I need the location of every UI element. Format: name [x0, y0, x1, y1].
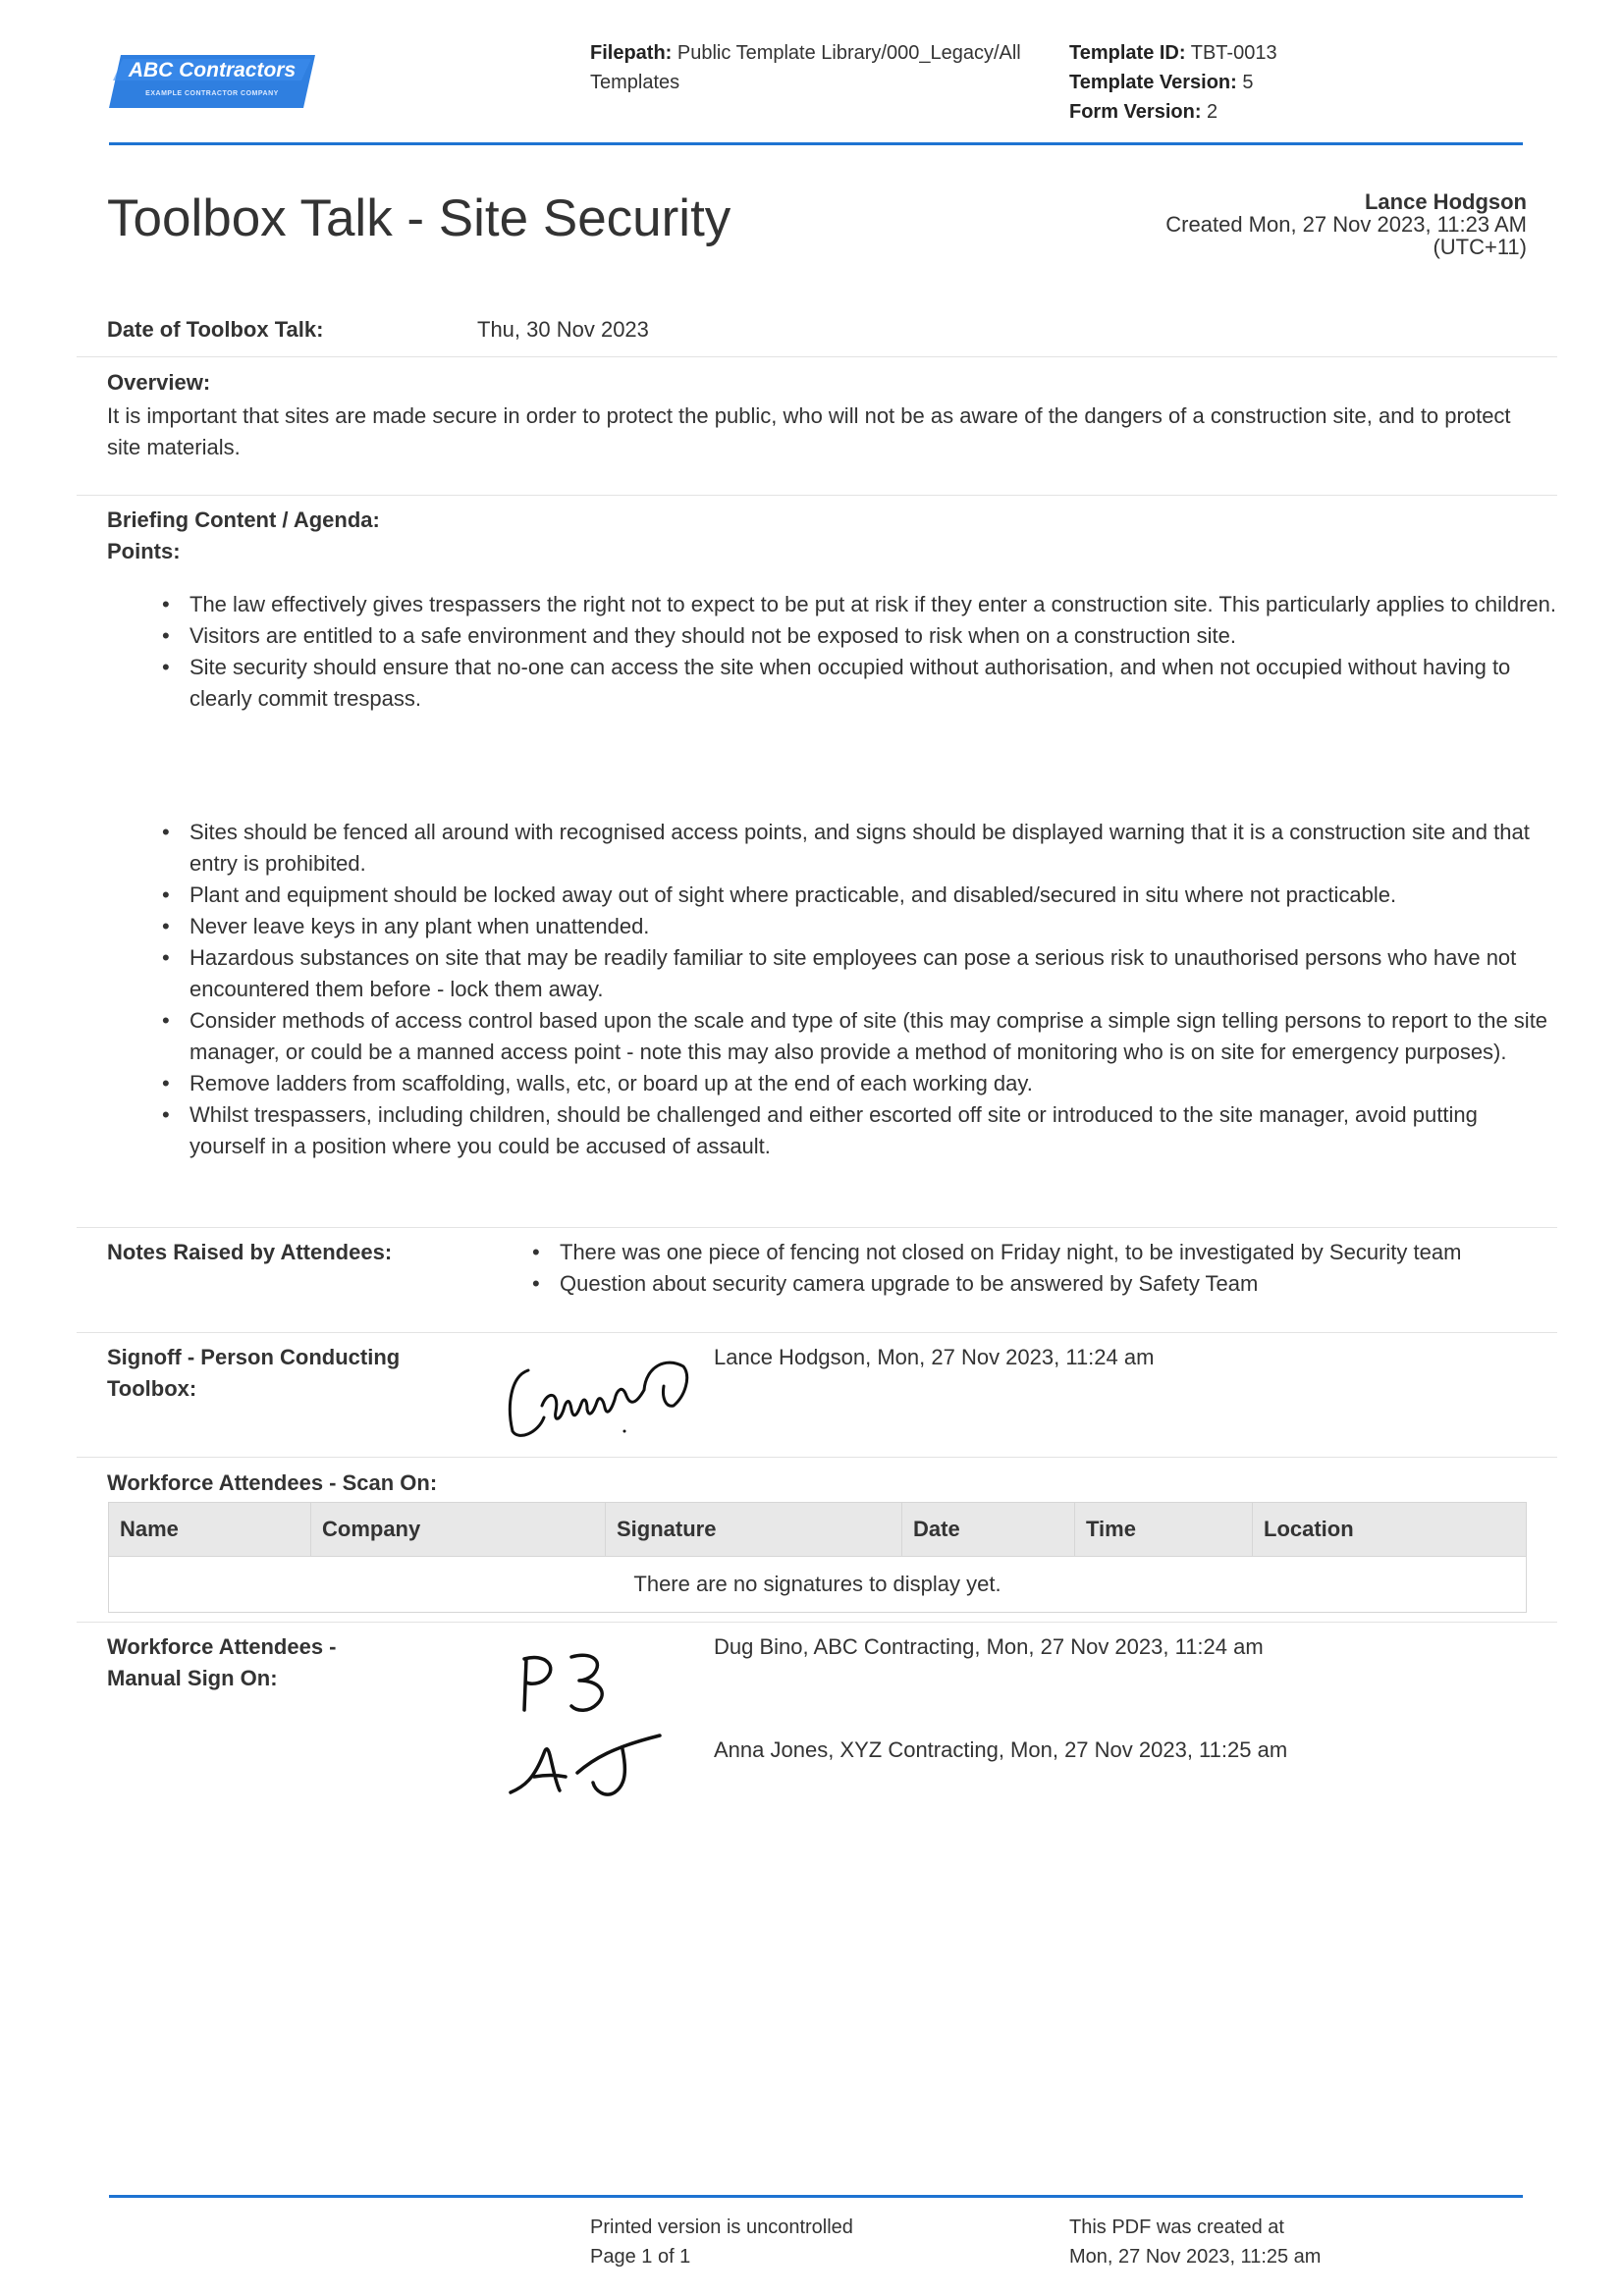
company-logo: [109, 51, 315, 112]
logo-name: ABC Contractors: [128, 59, 297, 81]
form-version: Form Version: 2: [1069, 101, 1218, 123]
manual-entry-1: Dug Bino, ABC Contracting, Mon, 27 Nov 2023, 11:24 am: [714, 1634, 1264, 1659]
page-number: Page 1 of 1: [590, 2246, 691, 2268]
list-item: • Whilst trespassers, including children, should be challenged and either escorted off site or introduced to the site manager, avoid putting yourself in a position where you could be accused of assault.: [189, 1099, 1557, 1162]
template-meta: [1069, 38, 1501, 127]
notes-label: Notes Raised by Attendees:: [107, 1240, 393, 1264]
divider: [77, 495, 1557, 496]
date-label: Date of Toolbox Talk:: [107, 317, 324, 342]
filepath-value-2: Templates: [590, 72, 680, 93]
briefing-label: Briefing Content / Agenda:: [107, 507, 380, 532]
scan-on-label: Workforce Attendees - Scan On:: [107, 1470, 438, 1495]
attendee-signature-1: [516, 1649, 624, 1718]
manual-entry-2: Anna Jones, XYZ Contracting, Mon, 27 Nov 2023, 11:25 am: [714, 1737, 1288, 1762]
template-version: Template Version: 5: [1069, 72, 1254, 93]
signoff-label: Signoff - Person Conducting Toolbox:: [107, 1345, 401, 1401]
divider: [77, 1622, 1557, 1623]
column-company: Company: [311, 1503, 606, 1557]
list-item: • There was one piece of fencing not closed on Friday night, to be investigated by Security team: [560, 1237, 1540, 1268]
template-id: Template ID: TBT-0013: [1069, 42, 1277, 64]
footer-rule: [109, 2195, 1523, 2198]
overview-text: It is important that sites are made secure in order to protect the public, who will not be as aware of the dangers of a construction site, and to protect site materials.: [107, 403, 1511, 459]
divider: [77, 1457, 1557, 1458]
notes-list: [479, 1237, 1540, 1300]
filepath-label: Filepath:: [590, 42, 673, 64]
column-location: Location: [1253, 1503, 1527, 1557]
divider: [77, 356, 1557, 357]
list-item: • Never leave keys in any plant when unattended.: [189, 911, 1557, 942]
list-item: • Hazardous substances on site that may be readily familiar to site employees can pose a serious risk to unauthorised persons who have not encountered them before - lock them away.: [189, 942, 1557, 1005]
pdf-created-value: Mon, 27 Nov 2023, 11:25 am: [1069, 2246, 1322, 2268]
column-name: Name: [109, 1503, 311, 1557]
signoff-signature: [499, 1347, 695, 1441]
overview-label: Overview:: [107, 370, 211, 395]
author-timezone: (UTC+11): [1433, 235, 1527, 259]
divider: [77, 1227, 1557, 1228]
logo-tagline: EXAMPLE CONTRACTOR COMPANY: [145, 90, 279, 97]
date-value: Thu, 30 Nov 2023: [477, 317, 649, 342]
divider: [77, 1332, 1557, 1333]
attendee-signature-2: [505, 1734, 662, 1802]
header-rule: [109, 142, 1523, 145]
footer-right: [1069, 2213, 1501, 2271]
pdf-created-label: This PDF was created at: [1069, 2216, 1284, 2238]
points-list-2: [109, 817, 1557, 1162]
list-item: • Visitors are entitled to a safe environment and they should not be exposed to risk when on a construction site.: [189, 620, 1557, 652]
points-list-1: [109, 589, 1557, 715]
attendee-table: [108, 1502, 1527, 1613]
uncontrolled-notice: Printed version is uncontrolled: [590, 2216, 853, 2238]
list-item: • Question about security camera upgrade to be answered by Safety Team: [560, 1268, 1540, 1300]
list-item: • Consider methods of access control based upon the scale and type of site (this may comprise a simple sign telling persons to report to the site manager, or could be a manned access point - note this may also provide a method of monitoring who is on site for emergency purposes).: [189, 1005, 1557, 1068]
list-item: • Remove ladders from scaffolding, walls, etc, or board up at the end of each working day.: [189, 1068, 1557, 1099]
filepath-value-1: Public Template Library/000_Legacy/All: [676, 42, 1021, 64]
footer-left: [590, 2213, 1022, 2271]
list-item: • The law effectively gives trespassers the right not to expect to be put at risk if they enter a construction site. This particularly applies to children.: [189, 589, 1557, 620]
author-created: Created Mon, 27 Nov 2023, 11:23 AM: [1165, 212, 1527, 237]
points-label: Points:: [107, 539, 181, 563]
table-row: [109, 1557, 1527, 1613]
column-date: Date: [902, 1503, 1075, 1557]
column-signature: Signature: [606, 1503, 902, 1557]
attendee-table-grid: [108, 1502, 1527, 1613]
filepath: [590, 38, 1052, 97]
manual-sign-on-label: Workforce Attendees - Manual Sign On:: [107, 1634, 337, 1690]
page-title: Toolbox Talk - Site Security: [107, 189, 731, 247]
signoff-entry: Lance Hodgson, Mon, 27 Nov 2023, 11:24 am: [714, 1345, 1155, 1369]
author-name: Lance Hodgson: [1364, 189, 1527, 214]
column-time: Time: [1075, 1503, 1253, 1557]
list-item: • Plant and equipment should be locked away out of sight where practicable, and disabled/secured in situ where not practicable.: [189, 880, 1557, 911]
list-item: • Sites should be fenced all around with recognised access points, and signs should be displayed warning that it is a construction site and that entry is prohibited.: [189, 817, 1557, 880]
author-block: [1036, 190, 1527, 258]
table-header-row: [109, 1503, 1527, 1557]
list-item: • Site security should ensure that no-one can access the site when occupied without authorisation, and when not occupied without having to clearly commit trespass.: [189, 652, 1557, 715]
empty-message: There are no signatures to display yet.: [109, 1557, 1527, 1613]
